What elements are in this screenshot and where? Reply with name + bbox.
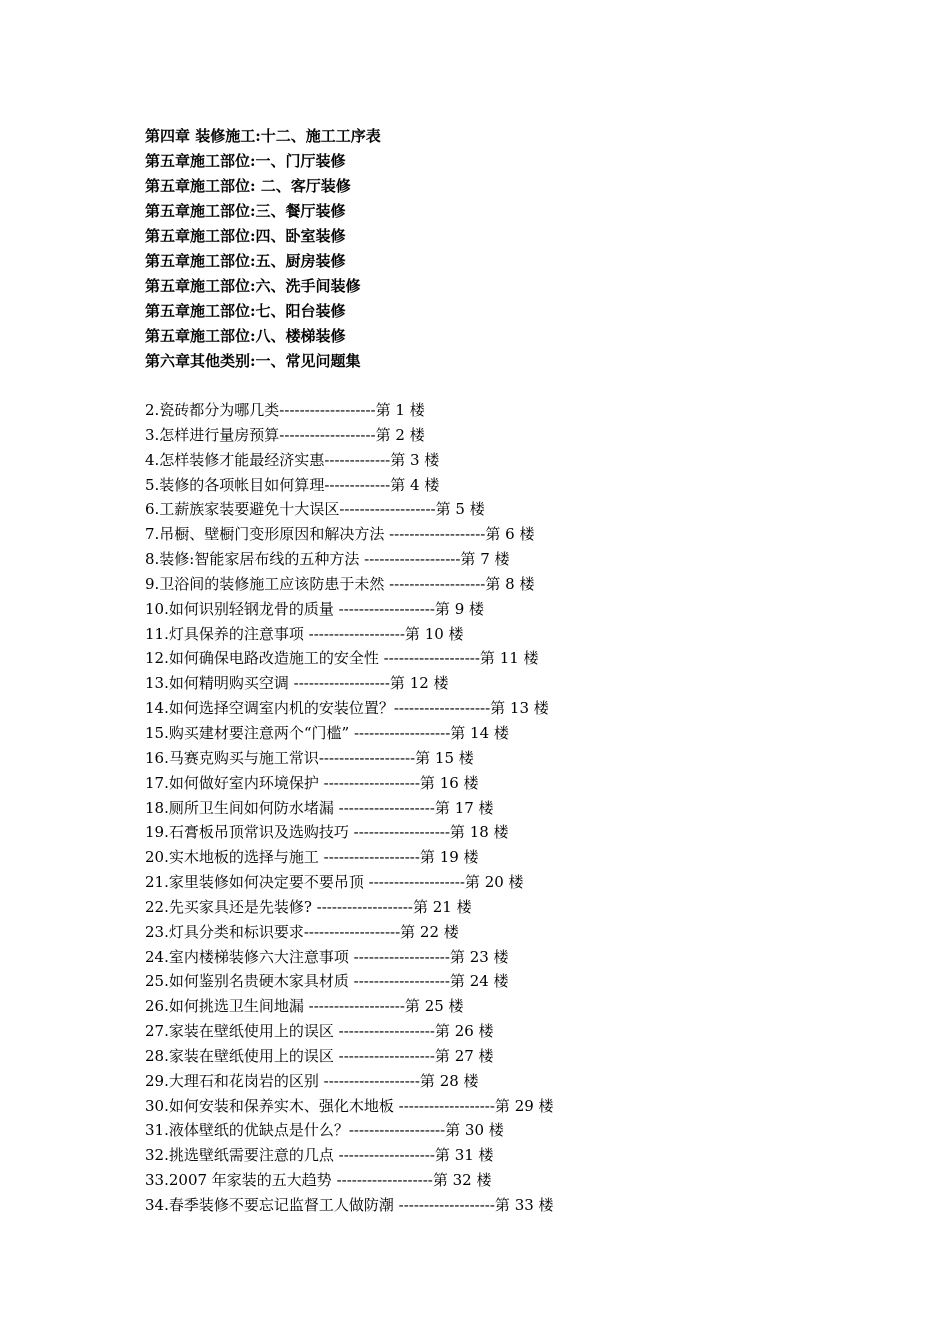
- faq-index-entry: 31.液体壁纸的优缺点是什么？-------------------第 30 楼: [145, 1121, 504, 1140]
- faq-index-entry: 14.如何选择空调室内机的安装位置？-------------------第 13 楼: [145, 699, 549, 718]
- faq-index-entry: 27.家装在壁纸使用上的误区 -------------------第 26 楼: [145, 1022, 494, 1041]
- chapter-heading: 第五章施工部位: 二、客厅装修: [145, 177, 351, 195]
- chapter-heading: 第四章 装修施工:十二、施工工序表: [145, 127, 381, 145]
- faq-index-entry: 33.2007 年家装的五大趋势 -------------------第 32 楼: [145, 1171, 492, 1190]
- faq-index-entry: 20.实木地板的选择与施工 -------------------第 19 楼: [145, 848, 479, 867]
- chapter-heading: 第五章施工部位:八、楼梯装修: [145, 327, 346, 345]
- chapter-heading: 第五章施工部位:七、阳台装修: [145, 302, 346, 320]
- chapter-heading: 第五章施工部位:五、厨房装修: [145, 252, 346, 270]
- faq-index-entry: 28.家装在壁纸使用上的误区 -------------------第 27 楼: [145, 1046, 494, 1065]
- faq-index-entry: 5.装修的各项帐目如何算理-------------第 4 楼: [145, 475, 440, 494]
- faq-index-entry: 30.如何安装和保养实木、强化木地板 -------------------第 29 楼: [145, 1096, 554, 1115]
- section-gap: [145, 374, 905, 398]
- faq-index-entry: 2.瓷砖都分为哪几类-------------------第 1 楼: [145, 401, 425, 419]
- faq-index-entry: 16.马赛克购买与施工常识-------------------第 15 楼: [145, 748, 474, 767]
- faq-index-entry: 23.灯具分类和标识要求-------------------第 22 楼: [145, 922, 459, 941]
- faq-index-entry: 26.如何挑选卫生间地漏 -------------------第 25 楼: [145, 997, 464, 1016]
- faq-index-list: [145, 398, 905, 1218]
- faq-index-entry: 18.厕所卫生间如何防水堵漏 -------------------第 17 楼: [145, 798, 494, 817]
- faq-index-entry: 22.先买家具还是先装修? -------------------第 21 楼: [145, 897, 472, 916]
- chapter-heading-list: [145, 124, 905, 374]
- faq-index-entry: 4.怎样装修才能最经济实惠-------------第 3 楼: [145, 450, 440, 469]
- faq-index-entry: 8.装修:智能家居布线的五种方法 -------------------第 7 楼: [145, 550, 510, 569]
- faq-index-entry: 19.石膏板吊顶常识及选购技巧 -------------------第 18 楼: [145, 823, 509, 842]
- chapter-heading: 第六章其他类别:一、常见问题集: [145, 352, 361, 370]
- faq-index-entry: 10.如何识别轻钢龙骨的质量 -------------------第 9 楼: [145, 599, 485, 618]
- faq-index-entry: 7.吊橱、壁橱门变形原因和解决方法 -------------------第 6 楼: [145, 525, 535, 544]
- faq-index-entry: 32.挑选壁纸需要注意的几点 -------------------第 31 楼: [145, 1146, 494, 1165]
- faq-index-entry: 11.灯具保养的注意事项 -------------------第 10 楼: [145, 624, 464, 643]
- faq-index-entry: 25.如何鉴别名贵硬木家具材质 -------------------第 24 楼: [145, 972, 509, 991]
- faq-index-entry: 21.家里装修如何决定要不要吊顶 -------------------第 20 楼: [145, 873, 524, 892]
- chapter-heading: 第五章施工部位:三、餐厅装修: [145, 202, 346, 220]
- faq-index-entry: 6.工薪族家装要避免十大误区-------------------第 5 楼: [145, 500, 485, 519]
- faq-index-entry: 9.卫浴间的装修施工应该防患于未然 -------------------第 8 楼: [145, 574, 535, 593]
- faq-index-entry: 24.室内楼梯装修六大注意事项 -------------------第 23 楼: [145, 947, 509, 966]
- faq-index-entry: 29.大理石和花岗岩的区别 -------------------第 28 楼: [145, 1071, 479, 1090]
- faq-index-entry: 3.怎样进行量房预算-------------------第 2 楼: [145, 425, 425, 444]
- chapter-heading: 第五章施工部位:六、洗手间装修: [145, 277, 361, 295]
- faq-index-entry: 13.如何精明购买空调 -------------------第 12 楼: [145, 674, 449, 693]
- faq-index-entry: 17.如何做好室内环境保护 -------------------第 16 楼: [145, 773, 479, 792]
- faq-index-entry: 34.春季装修不要忘记监督工人做防潮 -------------------第 33 楼: [145, 1196, 554, 1214]
- document-body: [145, 124, 905, 1218]
- chapter-heading: 第五章施工部位:四、卧室装修: [145, 227, 346, 245]
- chapter-heading: 第五章施工部位:一、门厅装修: [145, 152, 346, 170]
- faq-index-entry: 15.购买建材要注意两个“门槛” -------------------第 14 楼: [145, 723, 509, 742]
- faq-index-entry: 12.如何确保电路改造施工的安全性 -------------------第 11 楼: [145, 649, 539, 668]
